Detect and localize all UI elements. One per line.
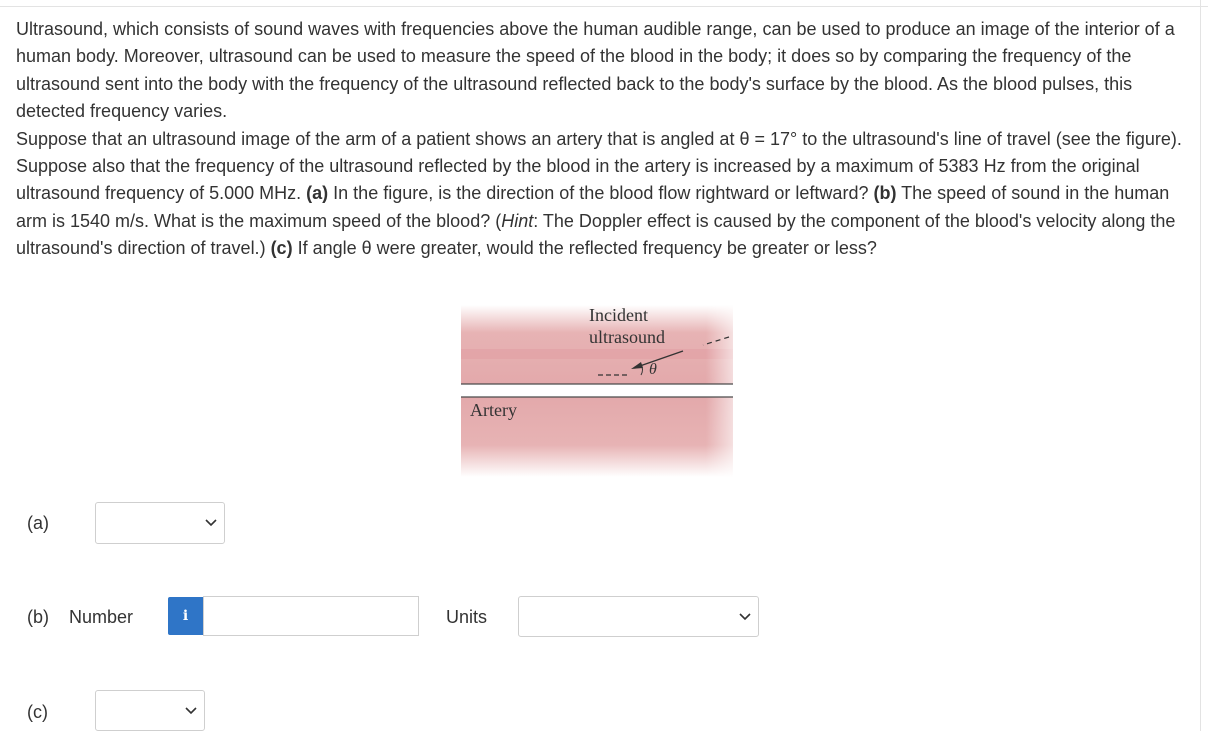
part-c-label: (c) (27, 702, 48, 722)
question-paragraph-1: Ultrasound, which consists of sound waves with frequencies above the human audible range, can be used to produce an image of the interior of a human body. Moreover, ultrasound can be used to measure the speed of the blood in the body; it does so by comparing the frequency of the ultrasound sent into the body with the frequency of the ultrasound reflected back to the body's surface by the blood. As the blood pulses, this detected frequency varies. (16, 19, 1175, 122)
right-divider (1200, 0, 1208, 731)
number-input[interactable] (203, 596, 419, 636)
chevron-down-icon (739, 613, 751, 621)
chevron-down-icon (205, 519, 217, 527)
part-a-select[interactable] (95, 502, 225, 544)
incident-label-1: Incident (589, 305, 648, 325)
number-label: Number (69, 607, 134, 627)
part-b-label: (b) (27, 607, 49, 627)
units-select[interactable] (518, 596, 759, 637)
part-a-label: (a) (27, 513, 49, 533)
question-paragraph-2: Suppose that an ultrasound image of the arm of a patient shows an artery that is angled at θ = 17° to the ultrasound's line of travel (see the figure). Suppose also that the frequency of the ultrasound reflected by the blood in the artery is increased by a maximum of 5383 Hz from the original ultrasound frequency of 5.000 MHz. (a) In the figure, is the direction of the blood flow rightward or leftward? (b) The speed of sound in the human arm is 1540 m/s. What is the maximum speed of the blood? (Hint: The Doppler effect is caused by the component of the blood's velocity along the ultrasound's direction of travel.) (c) If angle θ were greater, would the reflected frequency be greater or less? (16, 128, 1182, 259)
artery-figure (461, 305, 733, 477)
units-label: Units (446, 607, 488, 627)
top-divider (0, 0, 1208, 7)
theta-label: θ (649, 361, 657, 378)
incident-label-2: ultrasound (589, 327, 665, 347)
chevron-down-icon (185, 707, 197, 715)
info-icon[interactable]: i (168, 597, 203, 635)
artery-label: Artery (470, 400, 517, 420)
part-c-select[interactable] (95, 690, 205, 731)
question-text (16, 16, 1186, 263)
